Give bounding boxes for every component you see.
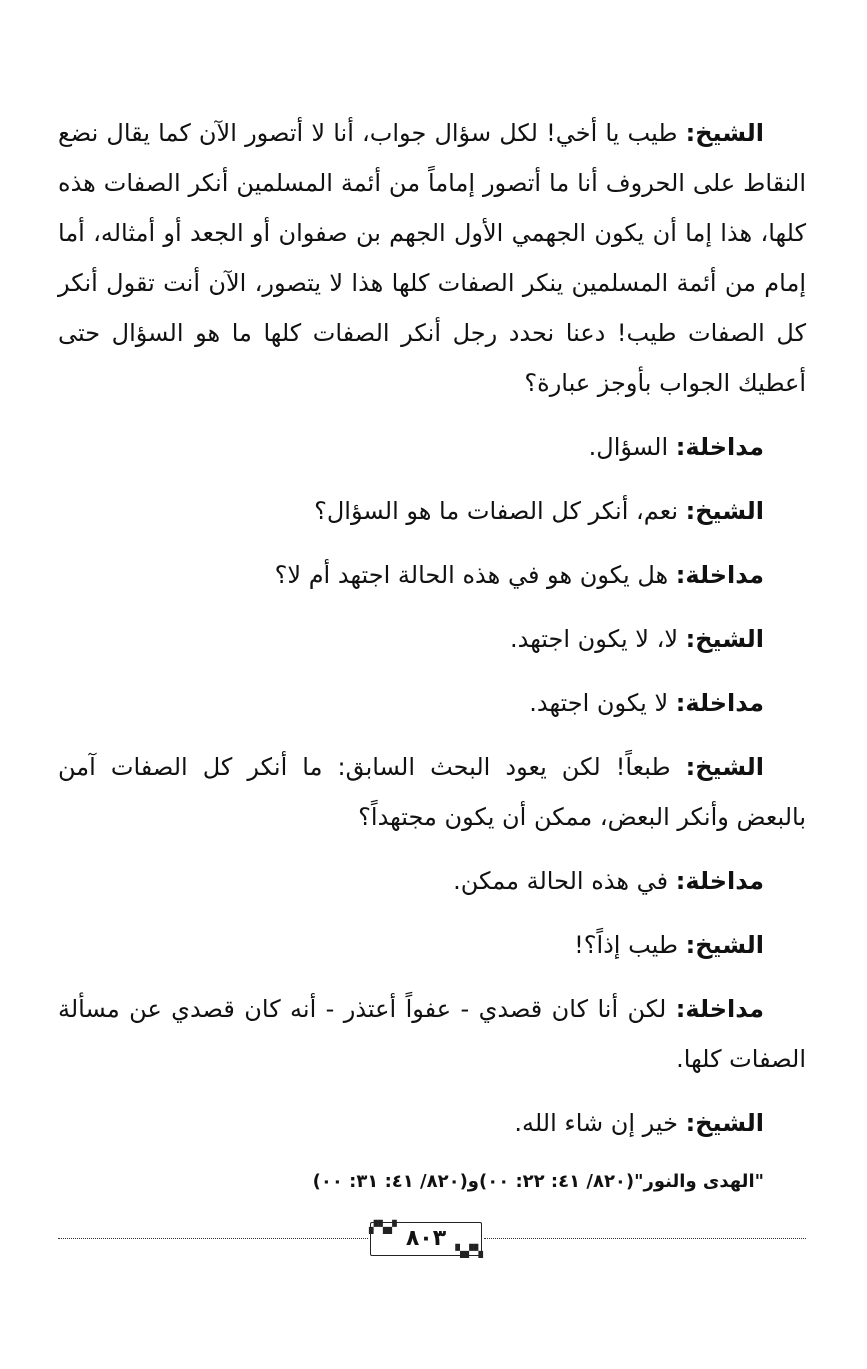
paragraph-text: لا يكون اجتهد. — [529, 689, 669, 717]
page-body — [58, 108, 806, 1202]
speaker-label: الشيخ: — [685, 625, 764, 653]
paragraph-text: لا، لا يكون اجتهد. — [510, 625, 678, 653]
paragraph-text: السؤال. — [588, 433, 669, 461]
page-footer — [58, 1222, 806, 1262]
paragraph — [58, 742, 806, 842]
paragraph-text: هل يكون هو في هذه الحالة اجتهد أم لا؟ — [274, 561, 669, 589]
paragraph — [58, 550, 806, 600]
paragraph-text: في هذه الحالة ممكن. — [453, 867, 669, 895]
paragraph-text: نعم، أنكر كل الصفات ما هو السؤال؟ — [314, 497, 678, 525]
paragraph — [58, 108, 806, 408]
dotted-rule-right — [484, 1238, 806, 1239]
speaker-label: الشيخ: — [685, 497, 764, 525]
paragraph — [58, 614, 806, 664]
paragraph-text: خير إن شاء الله. — [514, 1109, 678, 1137]
paragraph-text: طيب إذاً؟! — [574, 931, 678, 959]
paragraph — [58, 486, 806, 536]
paragraph — [58, 678, 806, 728]
paragraph — [58, 984, 806, 1084]
paragraph-text: لكن أنا كان قصدي - عفواً أعتذر - أنه كان قصدي عن مسألة الصفات كلها. — [58, 995, 806, 1073]
source-citation: "الهدى والنور"(٨٢٠/ ٤١: ٢٢: ٠٠)و(٨٢٠/ ٤١: ٣١: ٠٠) — [312, 1171, 764, 1192]
paragraph — [58, 1098, 806, 1148]
corner-ornament-icon: ▞▚▞ — [369, 1220, 397, 1234]
speaker-label: مداخلة: — [675, 867, 764, 895]
speaker-label: مداخلة: — [675, 689, 764, 717]
speaker-label: الشيخ: — [685, 931, 764, 959]
paragraph-text: طبعاً! لكن يعود البحث السابق: ما أنكر كل الصفات آمن بالبعض وأنكر البعض، ممكن أن يكون مجتهداً؟ — [58, 753, 806, 831]
paragraph — [58, 422, 806, 472]
speaker-label: الشيخ: — [685, 119, 764, 147]
dotted-rule-left — [58, 1238, 368, 1239]
speaker-label: مداخلة: — [675, 995, 764, 1023]
paragraph-text: طيب يا أخي! لكل سؤال جواب، أنا لا أتصور الآن كما يقال نضع النقاط على الحروف أنا ما أتصور إماماً من أئمة المسلمين أنكر الصفات هذه كلها، هذا إما أن يكون الجهمي الأول الجهم بن صفوان أو الجعد أو أمثاله، أما إمام من أئمة المسلمين ينكر الصفات كلها هذا لا يتصور، الآن أنت تقول أنكر كل الصفات طيب! دعنا نحدد رجل أنكر الصفات كلها ما هو السؤال حتى أعطيك الجواب بأوجز عبارة؟ — [58, 119, 806, 397]
speaker-label: مداخلة: — [675, 433, 764, 461]
corner-ornament-icon: ▚▞▚ — [455, 1244, 483, 1258]
page-number: ٨٠٣ — [405, 1226, 447, 1251]
paragraph — [58, 856, 806, 906]
paragraph — [58, 920, 806, 970]
speaker-label: الشيخ: — [685, 1109, 764, 1137]
page-number-box — [370, 1222, 482, 1256]
speaker-label: مداخلة: — [675, 561, 764, 589]
speaker-label: الشيخ: — [685, 753, 764, 781]
